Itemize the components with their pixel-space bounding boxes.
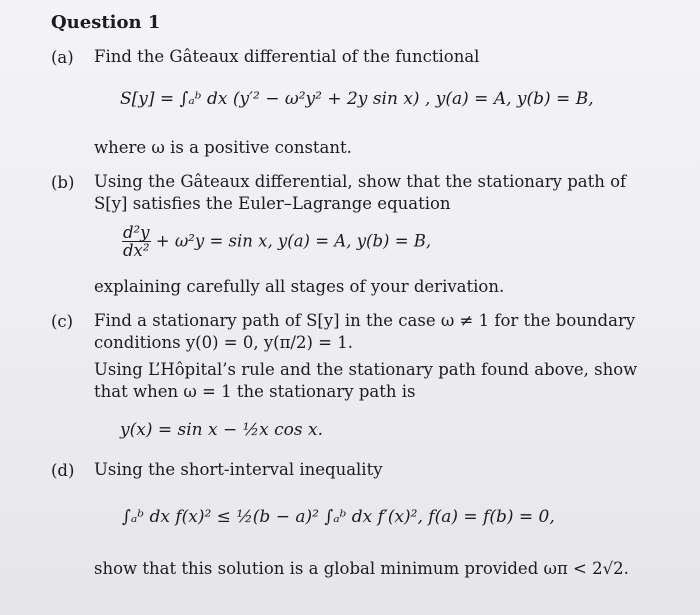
part-d-equation: ∫ₐᵇ dx f(x)² ≤ ½(b − a)² ∫ₐᵇ dx f′(x)², f(a) = f(b) = 0, bbox=[122, 507, 555, 527]
question-title: Question 1 bbox=[51, 12, 161, 33]
part-b-text3: explaining carefully all stages of your derivation. bbox=[94, 277, 505, 296]
part-c-text1: Find a stationary path of S[y] in the case ω ≠ 1 for the boundary bbox=[94, 311, 636, 330]
part-d-text2: show that this solution is a global minimum provided ωπ < 2√2. bbox=[94, 559, 629, 578]
part-a-label: (a) bbox=[51, 48, 74, 67]
part-b-frac-num: d²y bbox=[123, 223, 150, 242]
part-d-text1: Using the short-interval inequality bbox=[94, 460, 383, 479]
part-d-label: (d) bbox=[51, 461, 75, 480]
part-b-fraction bbox=[122, 224, 151, 260]
part-a-text: Find the Gâteaux differential of the functional bbox=[94, 47, 480, 66]
part-b-text1: Using the Gâteaux differential, show that the stationary path of bbox=[94, 172, 627, 191]
part-b-equation bbox=[122, 224, 431, 260]
part-b-text2: S[y] satisfies the Euler–Lagrange equation bbox=[94, 194, 451, 213]
part-c-text4: that when ω = 1 the stationary path is bbox=[94, 382, 416, 401]
part-a-note: where ω is a positive constant. bbox=[94, 138, 352, 157]
part-c-label: (c) bbox=[51, 312, 74, 331]
part-b-equation-rest: + ω²y = sin x, y(a) = A, y(b) = B, bbox=[155, 231, 432, 251]
part-b-label: (b) bbox=[51, 173, 75, 192]
part-c-text3: Using L’Hôpital’s rule and the stationary path found above, show bbox=[94, 360, 638, 379]
part-c-equation: y(x) = sin x − ½x cos x. bbox=[120, 420, 324, 440]
part-c-text2: conditions y(0) = 0, y(π/2) = 1. bbox=[94, 333, 353, 352]
part-b-frac-den: dx² bbox=[123, 241, 150, 261]
part-a-equation: S[y] = ∫ₐᵇ dx (y′² − ω²y² + 2y sin x) , y(a) = A, y(b) = B, bbox=[120, 89, 594, 109]
